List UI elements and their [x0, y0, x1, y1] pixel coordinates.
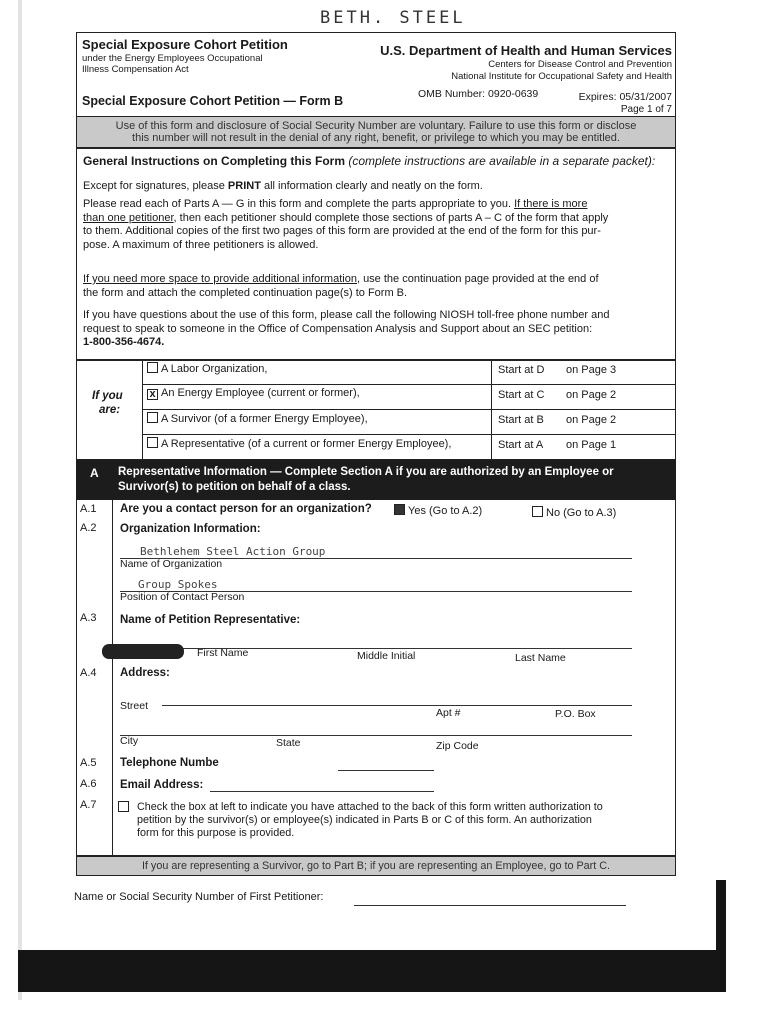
middle-initial-label: Middle Initial [357, 650, 416, 662]
street-line [162, 705, 632, 706]
routing-row-start: Start at D [498, 364, 545, 376]
routing-row-page: on Page 3 [566, 364, 617, 376]
phone-number: 1-800-356-4674. [83, 336, 165, 348]
a7-text-l1: Check the box at left to indicate you have attached to the back of this form written authorization to [137, 801, 603, 813]
zip-label: Zip Code [436, 740, 479, 752]
survivor-checkbox[interactable] [147, 412, 158, 423]
redaction-mark [102, 644, 184, 659]
instruction-parts-l3: to them. Additional copies of the first two pages of this form are provided at the end of the form for this pur- [83, 225, 601, 237]
section-a-header [76, 460, 676, 500]
instruction-space-l1 [83, 273, 673, 287]
routing-are: are: [99, 404, 121, 416]
a7-text [137, 801, 667, 840]
handwritten-header: BETH. STEEL [320, 8, 466, 28]
routing-row-label: A Labor Organization, [161, 363, 268, 375]
expires: Expires: 05/31/2007 [578, 91, 672, 103]
organization-label: Name of Organization [120, 558, 223, 570]
form-title: Special Exposure Cohort Petition [82, 37, 288, 52]
privacy-notice-line-1: Use of this form and disclosure of Social Security Number are voluntary. Failure to use this form or disclose [115, 120, 637, 132]
instruction-parts-l2b: , then each petitioner should complete those sections of parts A – C of the form that apply [173, 211, 609, 224]
routing-row-label-wrap [147, 437, 451, 450]
instruction-questions [83, 309, 673, 350]
page-number: Page 1 of 7 [620, 104, 672, 115]
routing-row-label-wrap [147, 387, 360, 400]
position-label: Position of Contact Person [120, 591, 245, 603]
position-value[interactable]: Group Spokes [138, 578, 218, 591]
a4-question: Address: [120, 667, 170, 679]
routing-row-start: Start at C [498, 389, 545, 401]
a7-text-l2: petition by the survivor(s) or employee(s) indicated in Parts B or C of this form. An authorization [137, 814, 592, 826]
routing-row [143, 385, 676, 410]
instruction-space-l2: the form and attach the completed continuation page(s) to Form B. [83, 286, 408, 299]
first-petitioner-label: Name or Social Security Number of First Petitioner: [74, 891, 324, 903]
first-name-label: First Name [197, 647, 249, 659]
instruction-space-l1a: If you need more space to provide additional information [83, 273, 357, 285]
routing-row [143, 435, 676, 460]
instruction-print-c: all information clearly and neatly on the form. [260, 180, 483, 192]
section-a-title-2: Survivor(s) to petition on behalf of a class. [118, 481, 351, 493]
section-a-letter: A [90, 466, 99, 480]
po-box-label: P.O. Box [555, 708, 596, 720]
instruction-parts-l2 [83, 212, 673, 226]
a4-number: A.4 [80, 667, 97, 679]
instruction-space [83, 273, 673, 300]
scan-bottom-edge [18, 950, 726, 992]
a3-number: A.3 [80, 612, 97, 624]
a1-no [532, 506, 616, 519]
general-heading [83, 154, 655, 168]
a5-question: Telephone Numbe [120, 757, 219, 769]
a7-text-l3: form for this purpose is provided. [137, 827, 295, 839]
routing-row [143, 410, 676, 435]
street-label: Street [120, 700, 149, 712]
email-line[interactable] [210, 791, 434, 792]
routing-row-start: Start at B [498, 414, 544, 426]
scan-right-edge [716, 880, 726, 990]
instruction-parts-l4: pose. A maximum of three petitioners is allowed. [83, 238, 319, 251]
routing-row-label: An Energy Employee (current or former), [161, 387, 360, 399]
instruction-parts-l1a: Please read each of Parts A — G in this form and complete the parts appropriate to you. [83, 198, 515, 210]
omb-number: OMB Number: 0920-0639 [418, 88, 539, 100]
a1-question: Are you a contact person for an organization? [120, 503, 372, 515]
a3-question: Name of Petition Representative: [120, 614, 301, 626]
a1-yes-checkbox[interactable] [394, 504, 405, 515]
act-line-1: under the Energy Employees Occupational [82, 53, 263, 64]
routing-row-label: A Survivor (of a former Energy Employee), [161, 413, 368, 425]
routing-row-label: A Representative (of a current or former Energy Employee), [161, 438, 452, 450]
routing-row-page: on Page 2 [566, 389, 617, 401]
instruction-parts-l1 [83, 198, 673, 212]
instruction-parts [83, 198, 673, 252]
a7-number: A.7 [80, 799, 97, 811]
state-label: State [276, 737, 301, 749]
a2-question: Organization Information: [120, 523, 261, 535]
organization-value[interactable]: Bethlehem Steel Action Group [140, 545, 326, 558]
telephone-line[interactable] [338, 770, 434, 771]
apt-label: Apt # [436, 707, 461, 719]
privacy-notice-line-2: this number will not result in the denial of any right, benefit, or privilege to which you may be entitled. [132, 132, 620, 144]
city-line [120, 735, 632, 736]
agency-cdc: Centers for Disease Control and Prevention [488, 59, 672, 70]
representative-checkbox[interactable] [147, 437, 158, 448]
last-name-label: Last Name [515, 652, 566, 664]
instruction-parts-l2a: than one petitioner [83, 211, 174, 224]
form-name: Special Exposure Cohort Petition — Form B [82, 94, 344, 108]
a5-number: A.5 [80, 757, 97, 769]
a2-number: A.2 [80, 522, 97, 534]
footer-routing-bar: If you are representing a Survivor, go to Part B; if you are representing an Employee, go to Part C. [76, 856, 676, 876]
routing-row-page: on Page 1 [566, 439, 617, 451]
routing-row [143, 360, 676, 385]
act-line-2: Illness Compensation Act [82, 64, 189, 75]
a6-question: Email Address: [120, 779, 204, 791]
instruction-questions-l2: request to speak to someone in the Office of Compensation Analysis and Support about an SEC petition: [83, 322, 593, 335]
section-a-title-1: Representative Information — Complete Section A if you are authorized by an Employee or [118, 466, 614, 478]
instruction-print [83, 180, 483, 192]
a1-number: A.1 [80, 503, 97, 515]
a7-checkbox[interactable] [118, 801, 129, 812]
city-label: City [120, 735, 139, 747]
routing-row-start: Start at A [498, 439, 544, 451]
first-petitioner-line[interactable] [354, 905, 626, 906]
agency-niosh: National Institute for Occupational Safety and Health [451, 71, 672, 82]
privacy-notice [76, 116, 676, 148]
routing-if-you: If you [92, 390, 123, 402]
general-heading-title: General Instructions on Completing this Form [83, 154, 346, 168]
department: U.S. Department of Health and Human Services [380, 43, 672, 58]
energy-employee-checkbox[interactable]: x [147, 389, 158, 400]
labor-organization-checkbox[interactable] [147, 362, 158, 373]
general-heading-note: (complete instructions are available in a separate packet): [348, 154, 656, 168]
instruction-parts-l1b: If there is more [514, 198, 588, 210]
instruction-print-b: PRINT [227, 180, 261, 192]
a6-number: A.6 [80, 778, 97, 790]
a1-yes-label: Yes (Go to A.2) [408, 505, 483, 517]
a1-no-checkbox[interactable] [532, 506, 543, 517]
a1-yes [394, 504, 482, 517]
routing-row-label-wrap [147, 412, 368, 425]
section-a-number-column [112, 500, 113, 856]
instruction-space-l1b: , use the continuation page provided at the end of [356, 273, 599, 285]
instruction-questions-l1: If you have questions about the use of this form, please call the following NIOSH toll-free phone number and [83, 309, 610, 321]
routing-row-label-wrap [147, 362, 267, 375]
a1-no-label: No (Go to A.3) [546, 507, 617, 519]
page-shadow-left [18, 0, 22, 1000]
routing-row-page: on Page 2 [566, 414, 617, 426]
instruction-print-a: Except for signatures, please [83, 180, 228, 192]
